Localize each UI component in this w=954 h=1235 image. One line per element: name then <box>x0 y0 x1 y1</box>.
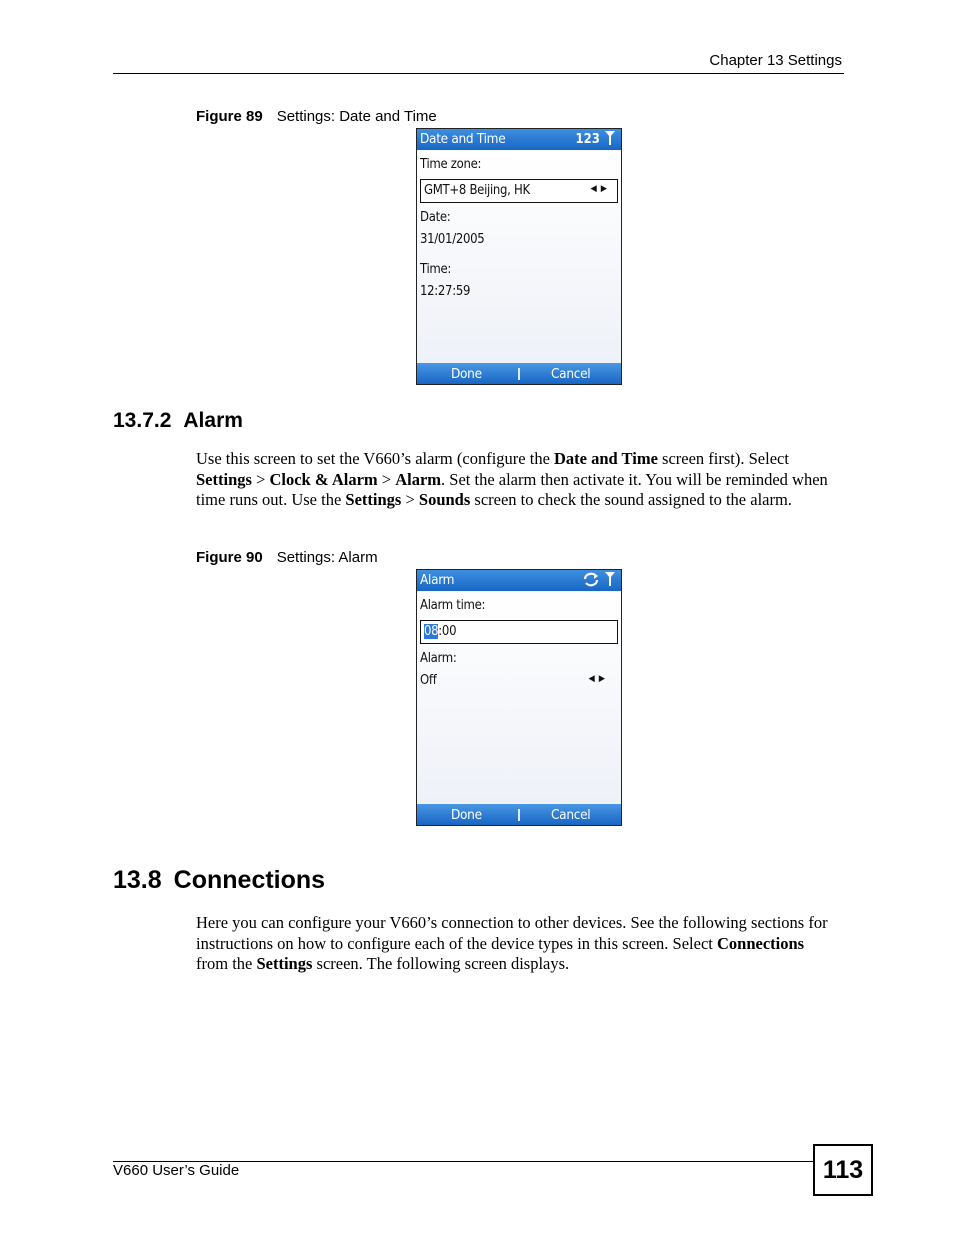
screen-title-bar <box>417 129 621 150</box>
done-softkey[interactable]: Done <box>451 807 482 823</box>
done-softkey[interactable]: Done <box>451 366 482 382</box>
page-number: 113 <box>813 1144 873 1196</box>
alarm-toggle[interactable] <box>420 673 616 688</box>
bold-text: Alarm <box>395 469 442 489</box>
signal-icon <box>604 130 616 146</box>
footer-guide-title: V660 User’s Guide <box>113 1162 240 1179</box>
figure-89-label: Figure 89 <box>196 108 263 125</box>
section-title: Connections <box>173 866 326 894</box>
left-right-arrows-icon: ◀▶ <box>588 674 609 684</box>
text-run: screen first). Select <box>657 449 789 468</box>
figure-89-title: Settings: Date and Time <box>276 108 437 125</box>
text-run: > <box>377 469 396 489</box>
screen-title: Date and Time <box>420 131 506 147</box>
alarm-screen <box>416 569 622 826</box>
bold-text: Sounds <box>418 490 471 509</box>
screen-body <box>417 151 621 363</box>
time-label: Time: <box>420 262 452 277</box>
text-run: > <box>251 469 270 489</box>
figure-90-label: Figure 90 <box>196 549 263 566</box>
timezone-selector[interactable] <box>420 179 618 203</box>
softkey-divider <box>518 809 520 821</box>
screen-title: Alarm <box>420 572 455 588</box>
text-run: Use this screen to set the V660’s alarm (configure the <box>196 449 555 468</box>
alarm-paragraph <box>196 449 836 511</box>
text-run: from the <box>196 954 257 973</box>
signal-icon <box>604 571 616 587</box>
section-number: 13.8 <box>113 866 162 894</box>
timezone-value: GMT+8 Beijing, HK <box>424 183 530 198</box>
time-value[interactable]: 12:27:59 <box>420 284 471 299</box>
screen-title-bar <box>417 570 621 591</box>
header-rule <box>113 73 844 74</box>
date-value[interactable]: 31/01/2005 <box>420 232 485 247</box>
cancel-softkey[interactable]: Cancel <box>551 807 591 823</box>
section-heading-connections <box>113 866 325 895</box>
bold-text: Settings <box>345 490 402 509</box>
bold-text: Settings <box>256 954 313 973</box>
alarm-value: Off <box>420 673 437 688</box>
left-right-arrows-icon: ◀▶ <box>590 184 611 194</box>
softkey-divider <box>518 368 520 380</box>
input-mode-indicator: 123 <box>575 132 600 147</box>
bold-text: Connections <box>716 933 805 953</box>
connections-paragraph <box>196 913 836 975</box>
screen-body <box>417 592 621 804</box>
alarm-time-value <box>424 624 456 639</box>
bold-text: Settings <box>196 469 252 489</box>
date-time-screen <box>416 128 622 385</box>
alarm-minutes: :00 <box>438 624 457 639</box>
status-indicators <box>582 571 616 588</box>
alarm-hours-selection: 08 <box>424 624 439 639</box>
bold-text: Clock & Alarm <box>269 469 378 489</box>
section-number: 13.7.2 <box>113 409 172 432</box>
figure-90-caption <box>196 549 378 566</box>
text-run: . Set the alarm then activate it. You will be reminded when time runs out. Use the <box>196 469 828 509</box>
sync-icon <box>582 571 600 587</box>
text-run: screen to check the sound assigned to the alarm. <box>470 490 792 509</box>
section-title: Alarm <box>183 409 243 432</box>
text-run: screen. The following screen displays. <box>312 954 570 973</box>
softkey-bar <box>417 804 621 825</box>
input-mode-signal-indicator <box>576 130 617 147</box>
date-label: Date: <box>420 210 451 225</box>
cancel-softkey[interactable]: Cancel <box>551 366 591 382</box>
figure-89-caption <box>196 108 437 125</box>
bold-text: Date and Time <box>554 449 658 468</box>
text-run: > <box>401 490 419 509</box>
alarm-time-label: Alarm time: <box>420 598 486 613</box>
text-run: Here you can configure your V660’s connection to other devices. See the following sections for instructions on how to configure each of the device types in this screen. Select <box>196 913 828 953</box>
alarm-time-input[interactable] <box>420 620 618 644</box>
softkey-bar <box>417 363 621 384</box>
running-header: Chapter 13 Settings <box>709 52 842 69</box>
figure-90-title: Settings: Alarm <box>276 549 378 566</box>
alarm-label: Alarm: <box>420 651 457 666</box>
section-heading-alarm <box>113 409 243 433</box>
timezone-label: Time zone: <box>420 157 482 172</box>
